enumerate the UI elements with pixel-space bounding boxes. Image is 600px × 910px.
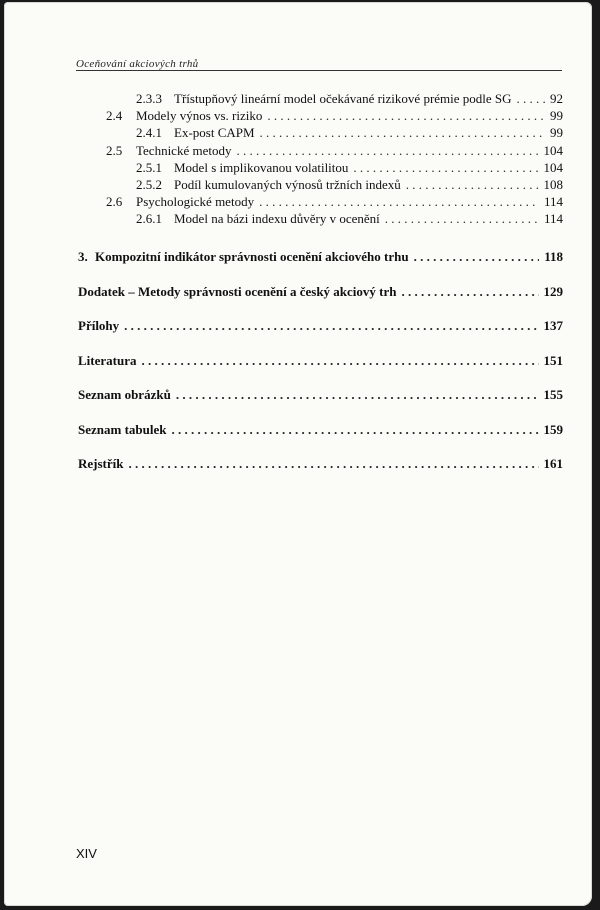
toc-entry-page: 137 [543, 318, 563, 333]
toc-entry-title: Model na bázi indexu důvěry v ocenění [174, 211, 380, 226]
dot-leader [414, 249, 540, 265]
toc-entry-page: 99 [550, 108, 563, 123]
dot-leader [124, 318, 538, 334]
toc-entry-2-6-1[interactable] [136, 211, 563, 227]
toc-entry-2-6[interactable] [106, 194, 563, 210]
page-folio: XIV [76, 846, 97, 861]
toc-entry-page: 104 [543, 160, 563, 175]
dot-leader [176, 387, 539, 403]
toc-entry-page: 108 [543, 177, 563, 192]
toc-entry-page: 159 [543, 422, 563, 437]
dot-leader [129, 456, 539, 472]
dot-leader [385, 211, 539, 227]
dot-leader [259, 194, 539, 210]
dot-leader [402, 284, 539, 300]
toc-entry-title: Kompozitní indikátor správnosti ocenění akciového trhu [95, 249, 409, 264]
toc-entry-number: 2.4.1 [136, 125, 162, 140]
dot-leader [171, 422, 538, 438]
dot-leader [141, 353, 538, 369]
toc-entry-number: 2.5.2 [136, 177, 162, 192]
toc-entry-page: 118 [544, 249, 563, 264]
toc-appendix[interactable] [78, 284, 563, 300]
toc-entry-title: Modely výnos vs. riziko [136, 108, 263, 123]
toc-list-of-tables[interactable] [78, 422, 563, 438]
toc-entry-page: 92 [550, 91, 563, 106]
toc-entry-page: 99 [550, 125, 563, 140]
toc-entry-title: Seznam tabulek [78, 422, 167, 437]
toc-entry-page: 114 [543, 194, 563, 209]
toc-entry-number: 2.3.3 [136, 91, 162, 106]
toc-entry-number: 2.5 [106, 143, 123, 158]
running-head: Oceňování akciových trhů [76, 58, 199, 70]
toc-entry-title: Model s implikovanou volatilitou [174, 160, 349, 175]
toc-entry-page: 104 [543, 143, 563, 158]
toc-entry-2-5-2[interactable] [136, 177, 563, 193]
toc-entry-page: 114 [543, 211, 563, 226]
toc-index[interactable] [78, 456, 563, 472]
toc-entry-number: 2.5.1 [136, 160, 162, 175]
toc-entry-title: Třístupňový lineární model očekávané rizikové prémie podle SG [174, 91, 512, 106]
toc-entry-number: 2.6 [106, 194, 123, 209]
dot-leader [406, 177, 539, 193]
toc-entry-title: Literatura [78, 353, 137, 368]
toc-entry-2-5-1[interactable] [136, 160, 563, 176]
toc-chapter-3[interactable] [78, 249, 563, 265]
toc-entry-title: Podíl kumulovaných výnosů tržních indexů [174, 177, 401, 192]
dot-leader [353, 160, 538, 176]
toc-entry-title: Dodatek – Metody správnosti ocenění a český akciový trh [78, 284, 397, 299]
dot-leader [267, 108, 545, 124]
toc-entry-title: Přílohy [78, 318, 120, 333]
dot-leader [260, 125, 545, 141]
toc-attachments[interactable] [78, 318, 563, 334]
toc-entry-page: 129 [543, 284, 563, 299]
toc-entry-title: Psychologické metody [136, 194, 255, 209]
toc-entry-page: 151 [543, 353, 563, 368]
toc-entry-number: 2.4 [106, 108, 123, 123]
toc-entry-title: Seznam obrázků [78, 387, 171, 402]
toc-entry-2-4-1[interactable] [136, 125, 563, 141]
dot-leader [517, 91, 545, 107]
toc-entry-2-3-3[interactable] [136, 91, 563, 107]
toc-entry-title: Rejstřík [78, 456, 124, 471]
toc-list-of-figures[interactable] [78, 387, 563, 403]
toc-entry-2-4[interactable] [106, 108, 563, 124]
toc-entry-title: Technické metody [136, 143, 232, 158]
dot-leader [236, 143, 538, 159]
toc-entry-2-5[interactable] [106, 143, 563, 159]
toc-entry-title: Ex-post CAPM [174, 125, 255, 140]
toc-entry-page: 155 [543, 387, 563, 402]
toc-entry-number: 2.6.1 [136, 211, 162, 226]
toc-literature[interactable] [78, 353, 563, 369]
toc-entry-number: 3. [78, 249, 88, 264]
toc-entry-page: 161 [543, 456, 563, 471]
